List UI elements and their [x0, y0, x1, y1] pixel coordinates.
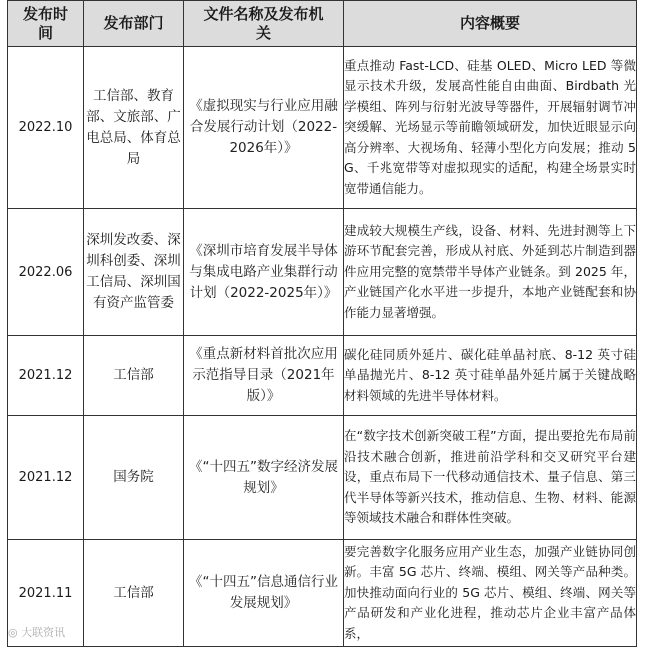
row-doc: 《深圳市培育发展半导体与集成电路产业集群行动计划（2022-2025年）》 [184, 209, 344, 336]
row-doc: 《“十四五”信息通信行业发展规划》 [184, 540, 344, 647]
row-date: 2022.10 [8, 47, 84, 209]
row-date: 2021.12 [8, 336, 84, 416]
row-summary: 要完善数字化服务应用产业生态，加强产业链协同创新。丰富 5G 芯片、终端、模组、网关等产品种类。加快推动面向行业的 5G 芯片、模组、终端、网关等产品研发和产业化进程，推动芯片企业丰富产品体系， [344, 540, 637, 647]
policy-table [7, 0, 637, 647]
row-summary: 建成较大规模生产线，设备、材料、先进封测等上下游环节配套完善，形成从衬底、外延到芯片制造到器件应用完整的宽禁带半导体产业链条。到 2025 年，产业链国产化水平进一步提升，本地产业链配套和协作能力显著增强。 [344, 209, 637, 336]
header-row [8, 1, 637, 47]
row-dept: 工信部 [84, 336, 184, 416]
row-doc: 《重点新材料首批次应用示范指导目录（2021年版）》 [184, 336, 344, 416]
row-dept: 工信部、教育部、文旅部、广电总局、体育总局 [84, 47, 184, 209]
watermark [8, 624, 65, 640]
row-dept: 深圳发改委、深圳科创委、深圳工信局、深圳国有资产监管委 [84, 209, 184, 336]
row-dept: 国务院 [84, 416, 184, 540]
row-summary: 在“数字技术创新突破工程”方面，提出要抢先布局前沿技术融合创新，推进前沿学科和交叉研究平台建设，重点布局下一代移动通信技术、量子信息、第三代半导体等新兴技术，推动信息、生物、材料、能源等领域技术融合和群体性突破。 [344, 416, 637, 540]
header-summary: 内容概要 [344, 1, 637, 47]
row-date: 2021.12 [8, 416, 84, 540]
header-date: 发布时间 [8, 1, 84, 47]
row-doc: 《“十四五”数字经济发展规划》 [184, 416, 344, 540]
row-date: 2021.11 [8, 540, 84, 647]
header-dept: 发布部门 [84, 1, 184, 47]
watermark-text: 大联资讯 [21, 626, 66, 639]
watermark-icon: ◎ [8, 626, 22, 639]
row-doc: 《虚拟现实与行业应用融合发展行动计划（2022-2026年）》 [184, 47, 344, 209]
header-doc: 文件名称及发布机关 [184, 1, 344, 47]
table-row [8, 336, 637, 416]
row-dept: 工信部 [84, 540, 184, 647]
table-row [8, 209, 637, 336]
table-row [8, 540, 637, 647]
row-date: 2022.06 [8, 209, 84, 336]
row-summary: 碳化硅同质外延片、碳化硅单晶衬底、8-12 英寸硅单晶抛光片、8-12 英寸硅单晶外延片属于关键战略材料领域的先进半导体材料。 [344, 336, 637, 416]
row-summary: 重点推动 Fast-LCD、硅基 OLED、Micro LED 等微显示技术升级，发展高性能自由曲面、Birdbath 光学模组、阵列与衍射光波导等器件，开展辐射调节冲突缓解、光场显示等前瞻领域研发，加快近眼显示向高分辨率、大视场角、轻薄小型化方向发展；推动 5G、千兆宽带等对虚拟现实的适配，构建全场景实时宽带通信能力。 [344, 47, 637, 209]
table-row [8, 416, 637, 540]
table-row [8, 47, 637, 209]
